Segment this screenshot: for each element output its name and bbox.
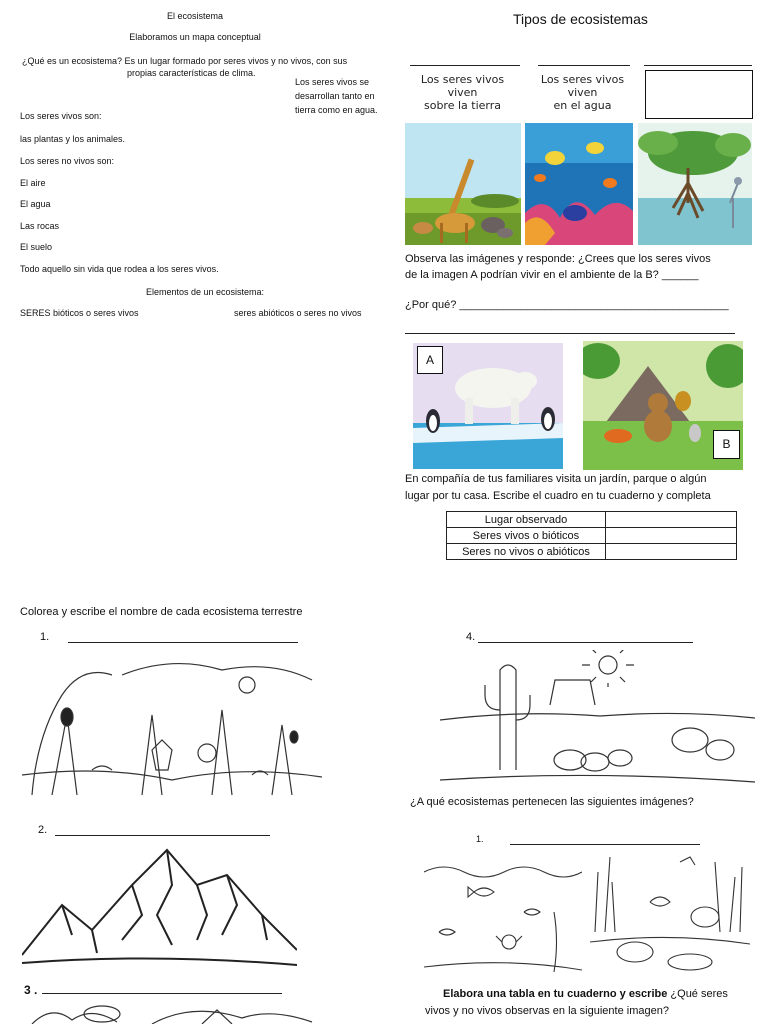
item-number: 4.: [466, 631, 476, 643]
answer-line: [68, 642, 298, 643]
definition-line-2: propias características de clima.: [127, 68, 256, 78]
visit-line-2: lugar por tu casa. Escribe el cuadro en tu cuaderno y completa: [405, 490, 711, 502]
living-heading: Los seres vivos son:: [20, 111, 102, 121]
nonliving-item: El agua: [20, 199, 51, 209]
summary-text: Todo aquello sin vida que rodea a los seres vivos.: [20, 264, 219, 274]
answer-line: [42, 993, 282, 994]
task-line-1: [443, 987, 728, 1002]
desert-drawing: [440, 650, 755, 790]
table-row: [447, 528, 737, 544]
table-cell: Lugar observado: [447, 512, 606, 528]
table-cell-empty[interactable]: [606, 512, 737, 528]
answer-line: [538, 65, 630, 66]
mangrove-image: [638, 123, 752, 245]
table-cell: Seres no vivos o abióticos: [447, 544, 606, 560]
answer-line: [405, 333, 735, 334]
side-note-line: tierra como en agua.: [295, 105, 378, 115]
table-cell-empty[interactable]: [606, 528, 737, 544]
savanna-image: [405, 123, 521, 245]
item-number: 2.: [38, 824, 48, 836]
why-question: ¿Por qué? ____________________________________________: [405, 299, 729, 311]
nonliving-heading: Los seres no vivos son:: [20, 156, 115, 166]
label-water: [525, 73, 640, 112]
answer-line: [55, 835, 270, 836]
elements-title: Elementos de un ecosistema:: [145, 287, 265, 297]
jungle-drawing: [22, 1002, 322, 1024]
label-land-line: sobre la tierra: [423, 99, 501, 112]
doc-title: El ecosistema: [166, 11, 224, 21]
task-rest: ¿Qué seres: [667, 988, 728, 1000]
living-items: las plantas y los animales.: [20, 134, 126, 144]
nonliving-item: El aire: [20, 178, 46, 188]
label-a: A: [417, 346, 443, 374]
item-number: 1.: [476, 834, 484, 844]
color-title: Colorea y escribe el nombre de cada ecosistema terrestre: [20, 606, 303, 618]
nonliving-item: El suelo: [20, 242, 53, 252]
table-row: [447, 512, 737, 528]
table-cell: Seres vivos o bióticos: [447, 528, 606, 544]
abiotic-label: seres abióticos o seres no vivos: [234, 308, 362, 318]
item-number: 3 .: [24, 983, 38, 997]
task-line-2: vivos y no vivos observas en la siguiente imagen?: [425, 1005, 669, 1017]
definition-line-1: ¿Qué es un ecosistema? Es un lugar formado por seres vivos y no vivos, con sus: [22, 56, 348, 66]
forest-drawing: [22, 655, 322, 800]
nonliving-item: Las rocas: [20, 221, 60, 231]
side-note: [295, 75, 390, 117]
empty-label-box: [645, 70, 753, 119]
observe-line-1: Observa las imágenes y responde: ¿Crees que los seres vivos: [405, 253, 711, 265]
label-water-line: en el agua: [553, 99, 612, 112]
ocean-image: [525, 123, 633, 245]
biotic-label: SERES bióticos o seres vivos: [20, 308, 139, 318]
answer-line: [510, 844, 700, 845]
label-land-line: Los seres vivos viven: [420, 73, 505, 99]
table-cell-empty[interactable]: [606, 544, 737, 560]
which-question: ¿A qué ecosistemas pertenecen las siguientes imágenes?: [410, 796, 694, 808]
mountain-drawing: [22, 845, 297, 970]
ocean-drawing: [424, 852, 582, 980]
pond-drawing: [590, 852, 750, 977]
task-bold: Elabora una tabla en tu cuaderno y escribe: [443, 988, 668, 1000]
label-water-line: Los seres vivos viven: [540, 73, 625, 99]
doc-subtitle: Elaboramos un mapa conceptual: [129, 32, 261, 42]
table-row: [447, 544, 737, 560]
observation-table: [446, 511, 737, 560]
answer-line: [410, 65, 520, 66]
types-title: Tipos de ecosistemas: [513, 11, 648, 27]
answer-line: [478, 642, 693, 643]
side-note-line: Los seres vivos se: [295, 77, 370, 87]
answer-line: [644, 65, 752, 66]
visit-line-1: En compañía de tus familiares visita un jardín, parque o algún: [405, 473, 707, 485]
observe-line-2: de la imagen A podrían vivir en el ambiente de la B? ______: [405, 269, 699, 281]
side-note-line: desarrollan tanto en: [295, 91, 375, 101]
label-land: [405, 73, 520, 112]
label-b: B: [713, 430, 740, 459]
item-number: 1.: [40, 631, 50, 643]
